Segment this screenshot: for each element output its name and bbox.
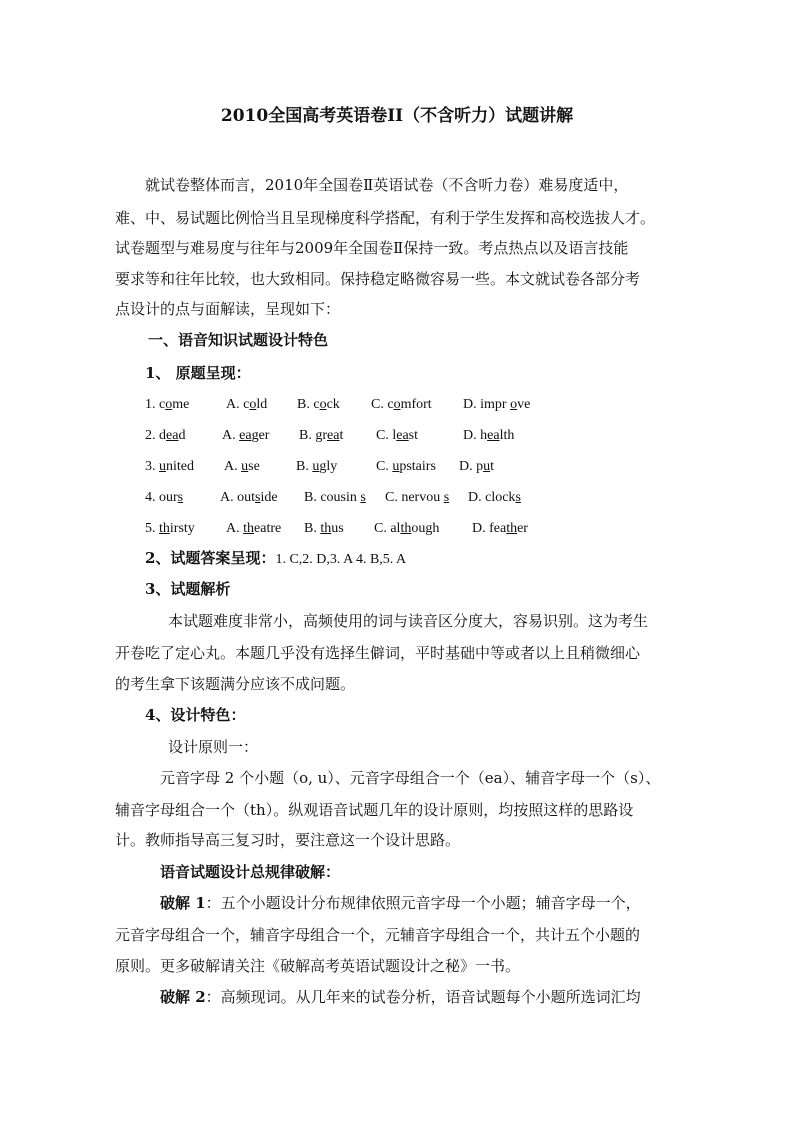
underlined-letters: s: [177, 490, 184, 505]
word-part: gly: [319, 459, 338, 474]
underlined-letters: o: [165, 397, 173, 412]
design-line-2: 辅音字母组合一个（th）。纵观语音试题几年的设计原则，均按照这样的思路设: [115, 801, 634, 819]
question-stem: [145, 459, 194, 475]
underlined-letters: th: [320, 521, 332, 536]
principle-label: 设计原则一：: [168, 738, 259, 756]
answer-option: [376, 459, 436, 475]
word-part: nited: [166, 459, 194, 474]
answer-option: [463, 397, 530, 413]
word-part: A. out: [220, 490, 255, 505]
analysis-line-3: 的考生拿下该题满分应该不成问题。: [115, 675, 356, 693]
word-part: me: [172, 397, 190, 412]
intro-line-3: 试卷题型与难易度与往年与2009年全国卷Ⅱ保持一致。考点热点以及语言技能: [115, 239, 629, 257]
underlined-letters: u: [392, 459, 400, 474]
underlined-letters: ea: [166, 428, 179, 443]
answer-option: [374, 521, 439, 537]
answer-label: 2、试题答案呈现：: [145, 549, 276, 567]
underlined-letters: o: [393, 397, 401, 412]
word-part: A.: [224, 459, 242, 474]
word-part: mfort: [400, 397, 432, 412]
underlined-letters: u: [312, 459, 320, 474]
word-part: A.: [222, 428, 240, 443]
crack1-label: 破解 1: [160, 894, 206, 912]
answer-line: [145, 551, 406, 567]
word-part: pstairs: [399, 459, 436, 474]
underlined-letters: th: [159, 521, 170, 536]
word-part: D. fea: [472, 521, 507, 536]
word-part: B. c: [297, 397, 320, 412]
design-line-1: 元音字母 2 个小题（o, u）、元音字母组合一个（ea）、辅音字母一个（s）、: [160, 769, 661, 787]
word-part: D. impr: [463, 397, 511, 412]
design-line-3: 计。教师指导高三复习时，要注意这一个设计思路。: [115, 831, 461, 849]
word-part: irsty: [169, 521, 195, 536]
crack1-line-2: 元音字母组合一个，辅音字母组合一个，元辅音字母组合一个，共计五个小题的: [115, 926, 641, 944]
answer-option: [376, 428, 418, 444]
underlined-letters: th: [506, 521, 518, 536]
word-part: 4. our: [145, 490, 178, 505]
word-part: B. gr: [299, 428, 327, 443]
underlined-letters: u: [159, 459, 166, 474]
answer-option: [222, 428, 269, 444]
answer-option: [371, 397, 432, 413]
intro-line-1: 就试卷整体而言，2010年全国卷Ⅱ英语试卷（不含听力卷）难易度适中，: [145, 176, 629, 194]
answer-option: [297, 397, 340, 413]
word-part: B.: [304, 521, 321, 536]
intro-line-2: 难、中、易试题比例恰当且呈现梯度科学搭配，有利于学生发挥和高校选拔人才。: [115, 209, 656, 227]
underlined-letters: u: [241, 459, 249, 474]
word-part: ger: [251, 428, 270, 443]
analysis-line-1: 本试题难度非常小，高频使用的词与读音区分度大，容易识别。这为考生: [168, 612, 649, 630]
answer-option: [468, 490, 521, 506]
word-part: B. cousin: [304, 490, 361, 505]
underlined-letters: th: [243, 521, 255, 536]
word-part: se: [248, 459, 260, 474]
crack1-line-3: 原则。更多破解请关注《破解高考英语试题设计之秘》一书。: [115, 957, 521, 975]
word-part: C. c: [371, 397, 394, 412]
question-stem: [145, 397, 189, 413]
underlined-letters: ea: [239, 428, 252, 443]
subheading-original-questions: 1、 原题呈现：: [145, 364, 251, 382]
crack1-text-1: ：五个小题设计分布规律依照元音字母一个小题；辅音字母一个，: [205, 894, 641, 912]
crack2-label: 破解 2: [160, 988, 206, 1006]
word-part: t: [339, 428, 344, 443]
crack1-line-1: [160, 896, 641, 911]
word-part: ck: [326, 397, 340, 412]
word-part: 5.: [145, 521, 159, 536]
answer-option: [304, 490, 366, 506]
word-part: A.: [226, 521, 244, 536]
word-part: us: [331, 521, 344, 536]
analysis-line-2: 开卷吃了定心丸。本题几乎没有选择生僻词，平时基础中等或者以上且稍微细心: [115, 644, 641, 662]
word-part: 3.: [145, 459, 159, 474]
question-stem: [145, 521, 195, 537]
answer-value: 1. C,2. D,3. A 4. B,5. A: [275, 552, 407, 567]
word-part: B.: [296, 459, 313, 474]
page-title: 2010全国高考英语卷II（不含听力）试题讲解: [220, 106, 574, 126]
answer-option: [226, 521, 281, 537]
underlined-letters: o: [510, 397, 518, 412]
word-part: er: [517, 521, 528, 536]
crack2-line: [160, 990, 641, 1005]
word-part: ve: [517, 397, 531, 412]
question-stem: [145, 428, 185, 444]
word-part: eatre: [254, 521, 282, 536]
underlined-letters: s: [255, 490, 261, 505]
word-part: ld: [256, 397, 268, 412]
word-part: A. c: [226, 397, 250, 412]
word-part: 1. c: [145, 397, 166, 412]
answer-option: [224, 459, 260, 475]
underlined-letters: u: [483, 459, 491, 474]
word-part: t: [490, 459, 495, 474]
answer-option: [299, 428, 343, 444]
underlined-letters: o: [249, 397, 257, 412]
answer-option: [304, 521, 344, 537]
underlined-letters: s: [360, 490, 366, 505]
subheading-analysis: 3、试题解析: [145, 580, 231, 598]
word-part: st: [408, 428, 419, 443]
underlined-letters: s: [515, 490, 521, 505]
answer-option: [459, 459, 494, 475]
question-stem: [145, 490, 183, 506]
word-part: 2. d: [145, 428, 166, 443]
answer-option: [296, 459, 337, 475]
intro-line-4: 要求等和往年比较，也大致相同。保持稳定略微容易一些。本文就试卷各部分考: [115, 270, 641, 288]
word-part: C. nervou: [385, 490, 444, 505]
word-part: C. al: [374, 521, 401, 536]
underlined-letters: ea: [327, 428, 340, 443]
answer-option: [226, 397, 267, 413]
word-part: C. l: [376, 428, 397, 443]
underlined-letters: o: [319, 397, 327, 412]
crack2-text: ：高频现词。从几年来的试卷分析，语音试题每个小题所选词汇均: [205, 988, 641, 1006]
subheading-design: 4、设计特色：: [145, 706, 246, 724]
word-part: d: [178, 428, 186, 443]
answer-option: [220, 490, 278, 506]
answer-option: [385, 490, 449, 506]
underlined-letters: ea: [487, 428, 500, 443]
answer-option: [472, 521, 528, 537]
word-part: C.: [376, 459, 393, 474]
word-part: ough: [411, 521, 440, 536]
section-heading-phonetics: 一、语音知识试题设计特色: [148, 331, 329, 349]
word-part: D. p: [459, 459, 484, 474]
underlined-letters: th: [400, 521, 412, 536]
word-part: D. h: [463, 428, 488, 443]
word-part: ide: [260, 490, 278, 505]
word-part: D. clock: [468, 490, 516, 505]
word-part: lth: [499, 428, 515, 443]
answer-option: [463, 428, 514, 444]
intro-line-5: 点设计的点与面解读，呈现如下：: [115, 300, 341, 318]
underlined-letters: ea: [396, 428, 409, 443]
underlined-letters: s: [443, 490, 450, 505]
rule-heading: 语音试题设计总规律破解：: [160, 863, 341, 881]
